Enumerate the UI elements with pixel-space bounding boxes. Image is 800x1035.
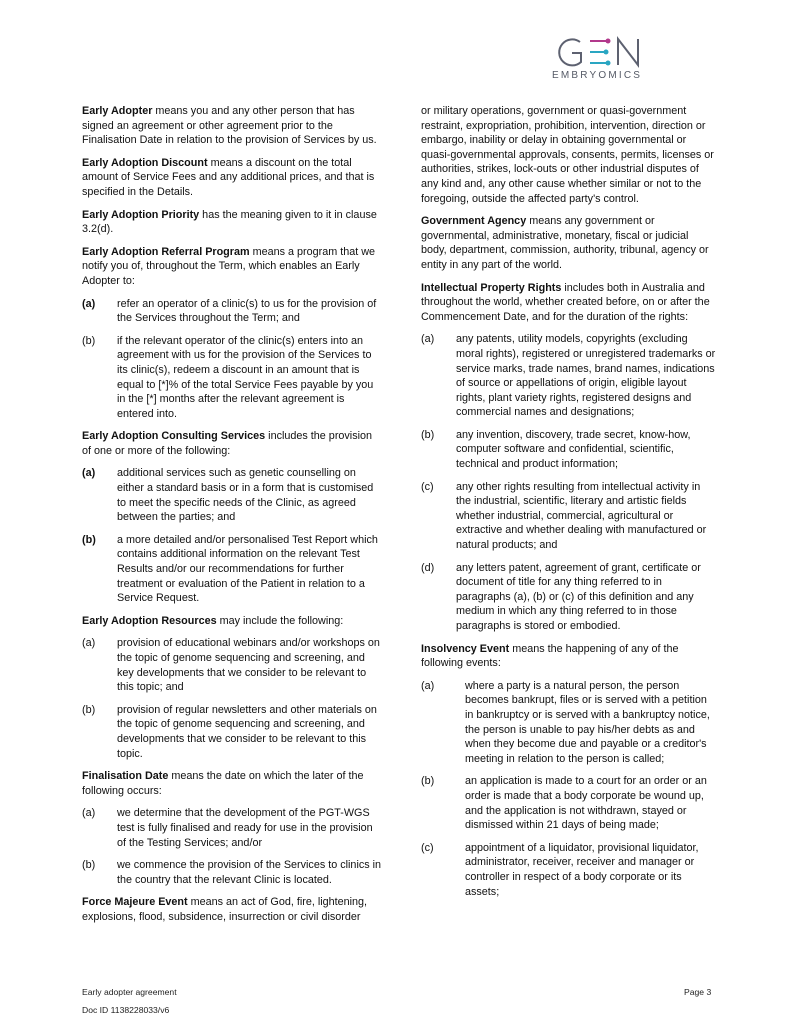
list-item: (b) any invention, discovery, trade secret, know-how, computer software and confidential, scientific, technical and product information; [421,428,691,471]
definition-early-adoption-referral-program: Early Adoption Referral Program means a program that we notify you of, throughout the Term, which enables an Early Adopter to: [82,245,376,287]
list-item: (a) provision of educational webinars and/or workshops on the topic of genome sequencing and screening, and key developments that we consider to be relevant to this topic; and [82,637,380,694]
definition-early-adoption-discount: Early Adoption Discount means a discount on the total amount of Service Fees and any additional prices, and that is specified in the Details. [82,156,375,198]
list-item: (c) appointment of a liquidator, provisional liquidator, administrator, receiver, receiver and manager or controller in respect of a body corporate or its assets; [421,841,699,898]
definition-early-adopter: Early Adopter means you and any other person that has signed an agreement or other agreement prior to the Finalisation Date in relation to the provision of Services by us. [82,105,377,147]
list-item: (a) we determine that the development of the PGT-WGS test is fully finalised and ready for use in the provision of the Testing Services; and/or [82,807,373,849]
definition-insolvency-event: Insolvency Event means the happening of any of the following events: [421,642,679,670]
logo-wordmark: EMBRYOMICS [552,70,643,81]
definition-force-majeure-event: Force Majeure Event means an act of God, fire, lightening, explosions, flood, subsidence, insurrection or civil disorder [82,896,368,923]
footer-page-number: Page 3 [684,987,712,997]
list-item: (c) any other rights resulting from intellectual activity in the industrial, scientific, literary and artistic fields whether industrial, commercial, agricultural or extractive and whether dealing with manufactured or natural products; and [421,480,707,552]
list-item: (b) provision of regular newsletters and other materials on the topic of genome sequencing and screening, and developments that we consider to be relevant to this topic. [82,703,377,760]
definition-early-adoption-priority: Early Adoption Priority has the meaning given to it in clause 3.2(d). [82,208,377,236]
definition-early-adoption-resources: Early Adoption Resources may include the following: [82,614,344,627]
gen-logo-mark [554,36,654,68]
list-item: (b) a more detailed and/or personalised Test Report which contains additional information on the relevant Test Results and/or our recommendations for further treatment or evaluation of the Patient in relation to a Service Request. [82,533,378,605]
footer-document-title: Early adopter agreement [82,987,177,997]
list-item: (a) additional services such as genetic counselling on either a standard basis or in a form that is customised to meet the specific needs of the Clinic, as agreed between the parties; and [82,467,374,524]
left-column [82,104,382,933]
definition-early-adoption-consulting-services: Early Adoption Consulting Services includes the provision of one or more of the following: [82,430,373,457]
definition-finalisation-date: Finalisation Date means the date on which the later of the following occurs: [82,770,364,797]
list-item: (a) any patents, utility models, copyrights (excluding moral rights), registered or unregistered trademarks or service marks, trade names, brand names, indications of source or appellations of origin, eligible layout rights, plant variety rights, registered designs and commercial names and designations; [421,333,716,419]
definition-intellectual-property-rights: Intellectual Property Rights includes both in Australia and throughout the world, whether created before, on or after the Commencement Date, and for the duration of the rights: [421,281,710,323]
list-item: (b) we commence the provision of the Services to clinics in the country that the relevant Clinic is located. [82,859,382,886]
definition-government-agency: Government Agency means any government or governmental, administrative, monetary, fiscal or judicial body, department, commission, authority, tribunal, agency or entity in any part of the world. [421,215,709,271]
definition-force-majeure-continued: or military operations, government or quasi-government restraint, expropriation, prohibition, intervention, direction or embargo, inability or delay in obtaining governmental or quasi-governmental approvals, consents, permits, licenses or authorities, strikes, lock-outs or other industrial disputes of any kind and, any other cause whether similar or not to the foregoing, outside the affected party's control. [421,105,714,205]
footer-doc-id: Doc ID 1138228033/v6 [82,1005,170,1015]
list-item: (b) if the relevant operator of the clinic(s) enters into an agreement with us for the provision of the Services to its clinic(s), redeem a discount in an amount that is equal to [*]% of the total Service Fees payable by you in the [*] months after the relevant agreement is entered into. [82,334,374,420]
list-item: (b) an application is made to a court for an order or an order is made that a body corporate be wound up, and the application is not withdrawn, stayed or dismissed within 21 days of being made; [421,775,707,832]
list-item: (a) where a party is a natural person, the person becomes bankrupt, files or is served with a petition in bankruptcy or is served with a bankruptcy notice, the person is unable to pay his/her debts as and when they become due and payable or a creditor's meeting in relation to the person is called; [421,679,710,765]
company-logo [548,36,668,82]
right-column [421,104,716,907]
list-item: (d) any letters patent, agreement of grant, certificate or document of title for any thing referred to in paragraphs (a), (b) or (c) of this definition and any medium in which any thing referred to in those paragraphs is stored or embodied. [421,561,701,632]
list-item: (a) refer an operator of a clinic(s) to us for the provision of the Services throughout the Term; and [82,297,377,325]
